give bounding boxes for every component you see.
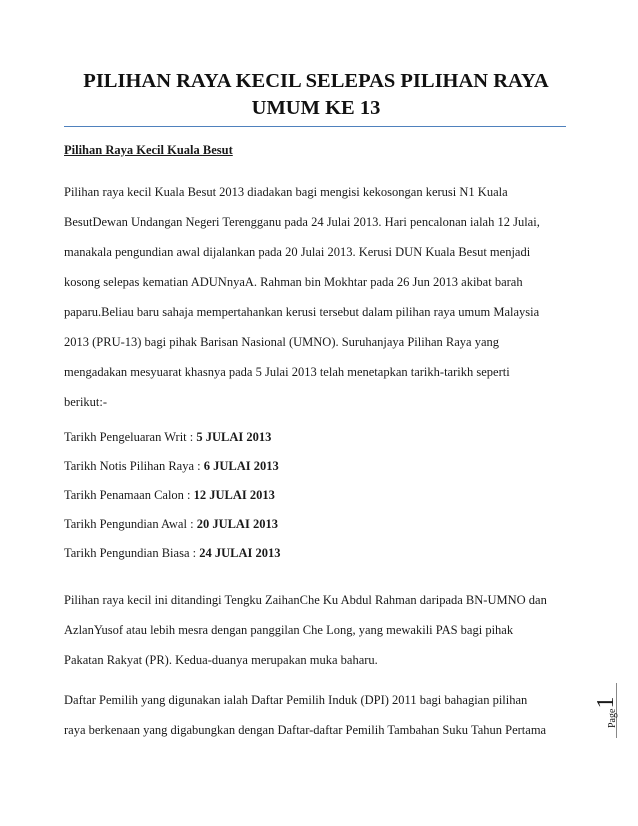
paragraph-line: BesutDewan Undangan Negeri Terengganu pada 24 Julai 2013. Hari pencalonan ialah 12 Julai, <box>64 215 540 229</box>
date-row-pengundian-awal <box>64 517 278 532</box>
paragraph-line: Pilihan raya kecil Kuala Besut 2013 diadakan bagi mengisi kekosongan kerusi N1 Kuala <box>64 185 508 199</box>
paragraph-intro <box>64 183 574 423</box>
date-value: 12 JULAI 2013 <box>193 488 275 502</box>
paragraph-line: AzlanYusof atau lebih mesra dengan panggilan Che Long, yang mewakili PAS bagi pihak <box>64 623 514 637</box>
paragraph-line: Pilihan raya kecil ini ditandingi Tengku ZaihanChe Ku Abdul Rahman daripada BN-UMNO dan <box>64 593 547 607</box>
title-underline-rule <box>64 126 566 127</box>
date-label: Tarikh Pengundian Awal : <box>64 517 197 531</box>
date-row-penamaan <box>64 488 275 503</box>
date-label: Tarikh Notis Pilihan Raya : <box>64 459 204 473</box>
paragraph-line: 2013 (PRU-13) bagi pihak Barisan Nasional (UMNO). Suruhanjaya Pilihan Raya yang <box>64 335 499 349</box>
page-number-block <box>594 688 634 732</box>
date-row-notis <box>64 459 279 474</box>
page-number: 1 <box>593 696 619 709</box>
date-label: Tarikh Penamaan Calon : <box>64 488 194 502</box>
paragraph-line: mengadakan mesyuarat khasnya pada 5 Julai 2013 telah menetapkan tarikh-tarikh seperti <box>64 365 510 379</box>
date-row-writ <box>64 430 271 445</box>
title-line-1: PILIHAN RAYA KECIL SELEPAS PILIHAN RAYA <box>83 70 549 92</box>
paragraph-line: Pakatan Rakyat (PR). Kedua-duanya merupakan muka baharu. <box>64 653 378 667</box>
paragraph-line: manakala pengundian awal dijalankan pada 20 Julai 2013. Kerusi DUN Kuala Besut menjadi <box>64 245 531 259</box>
section-subheading: Pilihan Raya Kecil Kuala Besut <box>64 143 233 157</box>
date-label: Tarikh Pengundian Biasa : <box>64 546 200 560</box>
paragraph-line: paparu.Beliau baru sahaja mempertahankan kerusi tersebut dalam pilihan raya umum Malaysia <box>64 305 540 319</box>
date-row-pengundian-biasa <box>64 546 280 561</box>
date-value: 24 JULAI 2013 <box>199 546 281 560</box>
paragraph-candidates <box>64 591 574 681</box>
page-label: Page <box>607 708 618 728</box>
paragraph-line: raya berkenaan yang digabungkan dengan Daftar-daftar Pemilih Tambahan Suku Tahun Pertama <box>64 723 547 737</box>
paragraph-voter-register <box>64 691 574 751</box>
paragraph-line: berikut:- <box>64 395 108 409</box>
paragraph-line: Daftar Pemilih yang digunakan ialah Daftar Pemilih Induk (DPI) 2011 bagi bahagian pilihan <box>64 693 528 707</box>
title-line-2: UMUM KE 13 <box>251 97 381 119</box>
page-title <box>64 68 568 122</box>
date-value: 20 JULAI 2013 <box>196 517 278 531</box>
paragraph-line: kosong selepas kematian ADUNnyaA. Rahman bin Mokhtar pada 26 Jun 2013 akibat barah <box>64 275 523 289</box>
date-value: 6 JULAI 2013 <box>203 459 279 473</box>
date-value: 5 JULAI 2013 <box>196 430 272 444</box>
date-label: Tarikh Pengeluaran Writ : <box>64 430 197 444</box>
